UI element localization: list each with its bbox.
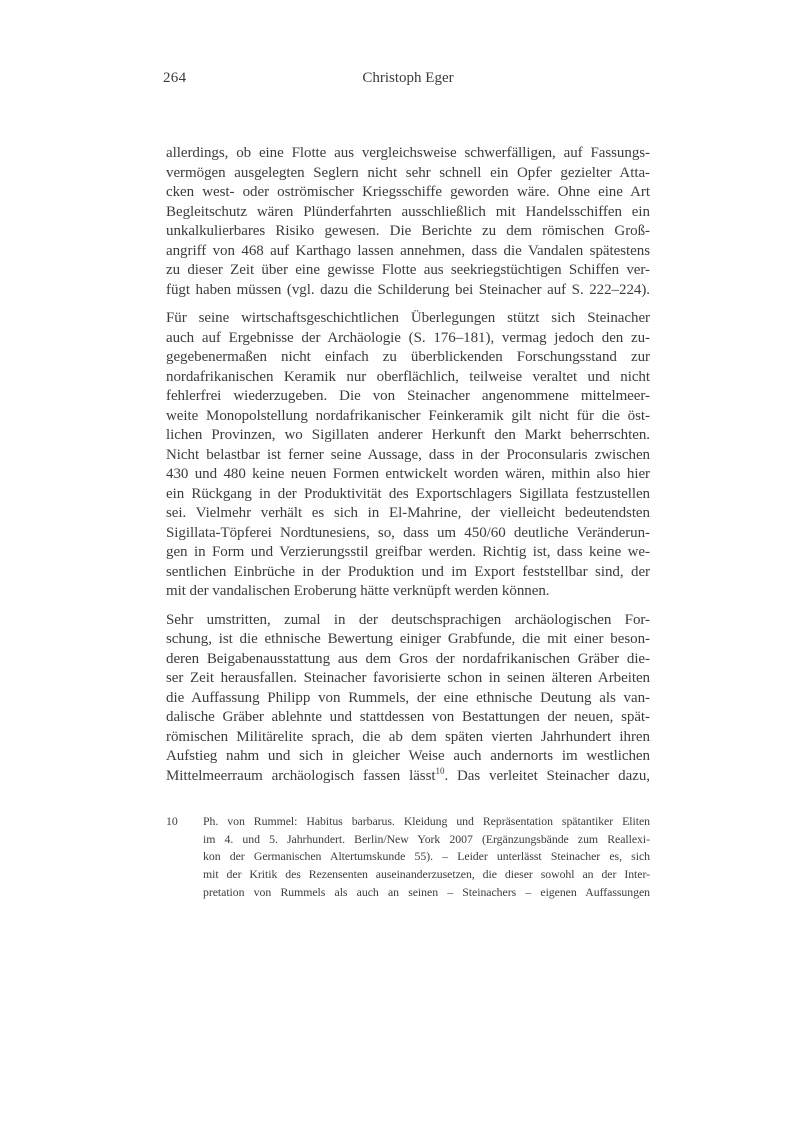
text-segment: Mittelmeerraum archäologisch fassen lässt <box>166 767 436 784</box>
page-number: 264 <box>163 70 187 86</box>
text-line: unkalkulierbares Risiko gewesen. Die Berichte zu dem römischen Groß- <box>166 223 650 239</box>
text-line: fügt haben müssen (vgl. dazu die Schilderung bei Steinacher auf S. 222–224). <box>166 281 650 298</box>
text-line: vermögen ausgelegten Seglern nicht sehr schnell ein Opfer gezielter Atta- <box>166 164 650 181</box>
text-line: kon der Germanischen Altertumskunde 55). – Leider unterlässt Steinacher es, sich <box>203 849 650 864</box>
footnote-ref-marker: 10 <box>435 765 445 776</box>
text-line: 430 und 480 keine neuen Formen entwickelt worden wären, mithin also hier <box>166 466 650 482</box>
text-line: angriff von 468 auf Karthago lassen annehmen, dass die Vandalen spätestens <box>166 242 650 259</box>
text-line: cken west- oder oströmischer Kriegsschiffe geworden wäre. Ohne eine Art <box>166 184 650 200</box>
text-line: lichen Provinzen, wo Sigillaten anderer Herkunft den Markt beherrschten. <box>166 427 650 443</box>
footnote-text <box>203 813 650 902</box>
text-line: nordafrikanischen Keramik nur oberflächlich, teilweise veraltet und nicht <box>166 368 650 385</box>
text-line: gen in Form und Verzierungsstil greifbar werden. Richtig ist, dass keine we- <box>166 544 650 560</box>
text-line: sei. Vielmehr verhält es sich in El-Mahrine, der vielleicht bedeutendsten <box>166 505 650 521</box>
paragraph-3 <box>166 611 650 787</box>
text-line: Nicht belastbar ist ferner seine Aussage, dass in der Proconsularis zwischen <box>166 446 650 463</box>
running-head: Christoph Eger <box>362 70 454 86</box>
text-line: Sigillata-Töpferei Nordtunesiens, so, dass um 450/60 deutliche Veränderun- <box>166 524 650 541</box>
text-line: Ph. von Rummel: Habitus barbarus. Kleidung und Repräsentation spätantiker Eliten <box>203 814 650 828</box>
text-segment: . Das verleitet Steinacher dazu, <box>444 767 650 784</box>
text-line: fehlerfrei wiederzugeben. Die von Steinacher angenommene mittelmeer- <box>166 388 650 404</box>
text-line: Begleitschutz wären Plünderfahrten ausschließlich mit Handelsschiffen ein <box>166 203 650 220</box>
text-line: im 4. und 5. Jahrhundert. Berlin/New York 2007 (Ergänzungsbände zum Reallexi- <box>203 831 650 846</box>
paragraph-2 <box>166 309 650 602</box>
text-line: ein Rückgang in der Produktivität des Exportschlagers Sigillata festzustellen <box>166 485 650 502</box>
text-line: auch auf Ergebnisse der Archäologie (S. 176–181), vermag jedoch den zu- <box>166 329 650 346</box>
text-line: zu dieser Zeit über eine gewisse Flotte aus seekriegstüchtigen Schiffen ver- <box>166 262 650 278</box>
footnote-10 <box>166 813 650 902</box>
text-line: allerdings, ob eine Flotte aus vergleichsweise schwerfälligen, auf Fassungs- <box>166 145 650 161</box>
text-line: mit der Kritik des Rezensenten auseinanderzusetzen, die dieser sowohl an der Inter- <box>203 867 650 882</box>
text-line: schung, ist die ethnische Bewertung einiger Grabfunde, die mit einer beson- <box>166 631 650 647</box>
text-line: gegebenermaßen nicht einfach zu überblickenden Forschungsstand zur <box>166 349 650 365</box>
text-line: deren Beigabenausstattung aus dem Gros der nordafrikanischen Gräber die- <box>166 650 650 667</box>
text-line: sentlichen Einbrüche in der Produktion und im Export feststellbar sind, der <box>166 563 650 580</box>
text-line: ser Zeit herausfallen. Steinacher favorisierte schon in seinen älteren Arbeiten <box>166 670 650 686</box>
paragraph-1 <box>166 144 650 300</box>
text-line: pretation von Rummels als auch an seinen – Steinachers – eigenen Auffassungen <box>203 884 650 899</box>
text-line: dalische Gräber ablehnte und stattdessen von Bestattungen der neuen, spät- <box>166 709 650 725</box>
footnote-number: 10 <box>166 814 178 828</box>
text-line: mit der vandalischen Eroberung hätte verknüpft werden können. <box>166 583 550 599</box>
text-line: römischen Militärelite sprach, die ab dem späten vierten Jahrhundert ihren <box>166 728 650 745</box>
text-line: weite Monopolstellung nordafrikanischer Feinkeramik gilt nicht für die öst- <box>166 407 650 424</box>
text-line: Aufstieg nahm und sich in gleicher Weise auch andernorts im westlichen <box>166 748 650 764</box>
page-header <box>163 68 650 88</box>
text-line <box>166 767 650 787</box>
page-body <box>166 144 650 902</box>
text-line: die Auffassung Philipp von Rummels, der eine ethnische Deutung als van- <box>166 689 650 706</box>
paragraph-lines <box>166 611 650 767</box>
text-line: Sehr umstritten, zumal in der deutschsprachigen archäologischen For- <box>166 611 650 628</box>
text-line: Für seine wirtschaftsgeschichtlichen Überlegungen stützt sich Steinacher <box>166 310 650 326</box>
